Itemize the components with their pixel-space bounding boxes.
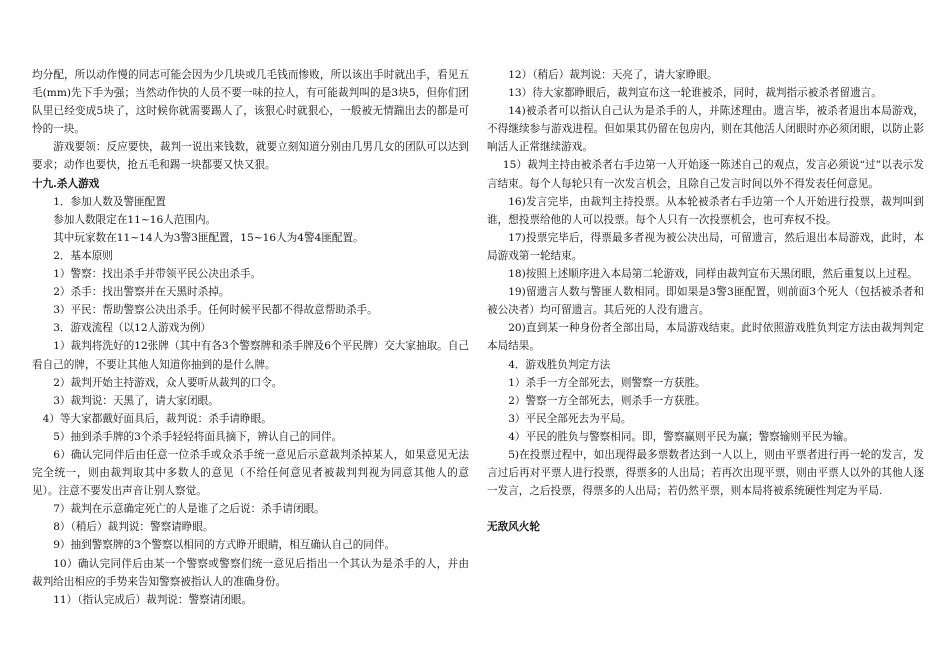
list-item: 2．基本原则 xyxy=(53,249,113,262)
list-item: 2）警察一方全部死去，则杀手一方获胜。 xyxy=(508,394,706,407)
list-item: 6）确认完同伴后由任意一位杀手或众杀手统一意见后示意裁判杀掉某人，如果意见无法完全统一，则由裁判取其中多数人的意见（不给任何意见者被裁判判视为同意其他人的意见）。注意不要发出声音让别人察觉。 xyxy=(32,448,469,498)
list-item: 2）杀手：找出警察并在天黑时杀掉。 xyxy=(53,286,230,299)
list-item: 16)发言完毕，由裁判主持投票。从本轮被杀者右手边第一个人开始进行投票，裁判叫到谁，想投票给他的人可以投票。每个人只有一次投票机会，也可弃权不投。 xyxy=(487,195,924,226)
list-item: 1）裁判将洗好的12张牌（其中有各3个警察牌和杀手牌及6个平民牌）交大家抽取。自己看自己的牌，不要让其他人知道你抽到的是什么牌。 xyxy=(32,340,469,371)
next-section-title: 无敌风火轮 xyxy=(487,521,540,534)
list-item: 11）（指认完成后）裁判说：警察请闭眼。 xyxy=(53,593,253,606)
list-item: 3）平民：帮助警察公决出杀手。任何时候平民都不得故意帮助杀手。 xyxy=(53,304,378,317)
section-gap xyxy=(487,500,924,518)
list-item: 3．游戏流程（以12人游戏为例） xyxy=(53,322,212,335)
list-item: 3）平民全部死去为平局。 xyxy=(508,412,632,425)
list-item: 13）待大家都睁眼后，裁判宣布这一轮谁被杀，同时，裁判指示被杀者留遗言。 xyxy=(508,87,882,100)
paragraph: 游戏要领：反应要快，裁判一说出来钱数，就要立刻知道分别由几男几女的团队可以达到要求；动作也要快，抢五毛和踢一块都要又快又狠。 xyxy=(32,141,469,172)
left-column xyxy=(32,66,469,609)
list-item: 5）抽到杀手牌的3个杀手轻轻将面具摘下，辨认自己的同伴。 xyxy=(53,430,343,443)
list-item: 19)留遗言人数与警匪人数相同。即如果是3警3匪配置，则前面3个死人（包括被杀者和被公决者）均可留遗言。其后死的人没有遗言。 xyxy=(487,286,924,317)
list-item: 其中玩家数在11~14人为3警3匪配置，15~16人为4警4匪配置。 xyxy=(53,231,364,244)
list-item: 2）裁判开始主持游戏，众人要听从裁判的口令。 xyxy=(53,376,283,389)
list-item: 8）（稍后）裁判说：警察请睁眼。 xyxy=(53,521,214,534)
list-item: 1．参加人数及警匪配置 xyxy=(53,195,166,208)
list-item: 7）裁判在示意确定死亡的人是谁了之后说：杀手请闭眼。 xyxy=(53,503,325,516)
list-item: 12）（稍后）裁判说：天亮了，请大家睁眼。 xyxy=(508,69,718,81)
list-item: 4）等大家都戴好面具后，裁判说：杀手请睁眼。 xyxy=(42,412,272,425)
right-column xyxy=(487,66,924,536)
list-item: 20)直到某一种身份者全部出局，本局游戏结束。此时依照游戏胜负判定方法由裁判判定本局结果。 xyxy=(487,322,924,353)
list-item: 14)被杀者可以指认自己认为是杀手的人，并陈述理由。遗言毕，被杀者退出本局游戏，不得继续参与游戏进程。但如果其仍留在包房内，则在其他活人闭眼时亦必须闭眼，以防止影响活人正常继续游戏。 xyxy=(487,105,924,154)
list-item: 5)在投票过程中，如出现得最多票数者达到一人以上，则由平票者进行再一轮的发言，发言过后再对平票人进行投票，得票多的人出局；若再次出现平票，则由平票人以外的其他人逐一发言，之后投票，得票多的人出局；若仍然平票，则本局将被系统硬性判定为平局. xyxy=(487,448,924,498)
list-item: 4．游戏胜负判定方法 xyxy=(508,358,611,371)
list-item: 9）抽到警察牌的3个警察以相同的方式睁开眼睛，相互确认自己的同伴。 xyxy=(53,539,396,552)
list-item: 18)按照上述顺序进入本局第二轮游戏，同样由裁判宣布天黑闭眼，然后重复以上过程。 xyxy=(508,268,918,281)
list-item: 3）裁判说：天黑了，请大家闭眼。 xyxy=(53,394,219,407)
list-item: 1）杀手一方全部死去，则警察一方获胜。 xyxy=(508,376,706,389)
list-item: 4）平民的胜负与警察相同。即，警察赢则平民为赢；警察输则平民为输。 xyxy=(508,430,854,443)
list-item: 参加人数限定在11~16人范围内。 xyxy=(53,213,217,226)
section-title: 十九.杀人游戏 xyxy=(32,177,100,190)
list-item: 10）确认完同伴后由某一个警察或警察们统一意见后指出一个其认为是杀手的人，并由裁判给出相应的手势来告知警察被指认人的准确身份。 xyxy=(32,557,469,588)
list-item: 17)投票完毕后，得票最多者视为被公决出局，可留遗言，然后退出本局游戏，此时，本局游戏第一轮结束。 xyxy=(487,231,924,262)
list-item: 1）警察：找出杀手并带领平民公决出杀手。 xyxy=(53,268,262,281)
list-item: 15）裁判主持由被杀者右手边第一人开始逐一陈述自己的观点，发言必须说“过”以表示发言结束。每个人每轮只有一次发言机会，且除自己发言时间以外不得发表任何意见。 xyxy=(487,159,924,190)
paragraph: 均分配，所以动作慢的同志可能会因为少几块或几毛钱而惨败，所以该出手时就出手，看见五毛(mm)先下手为强；当然动作快的人员不要一味的拉人，有可能裁判叫的是3块5，但你们团队里已经变成5块了，这时候你就需要踢人了，该狠心时就狠心，一般被无情踹出去的都是可怜的一块。 xyxy=(32,69,469,136)
